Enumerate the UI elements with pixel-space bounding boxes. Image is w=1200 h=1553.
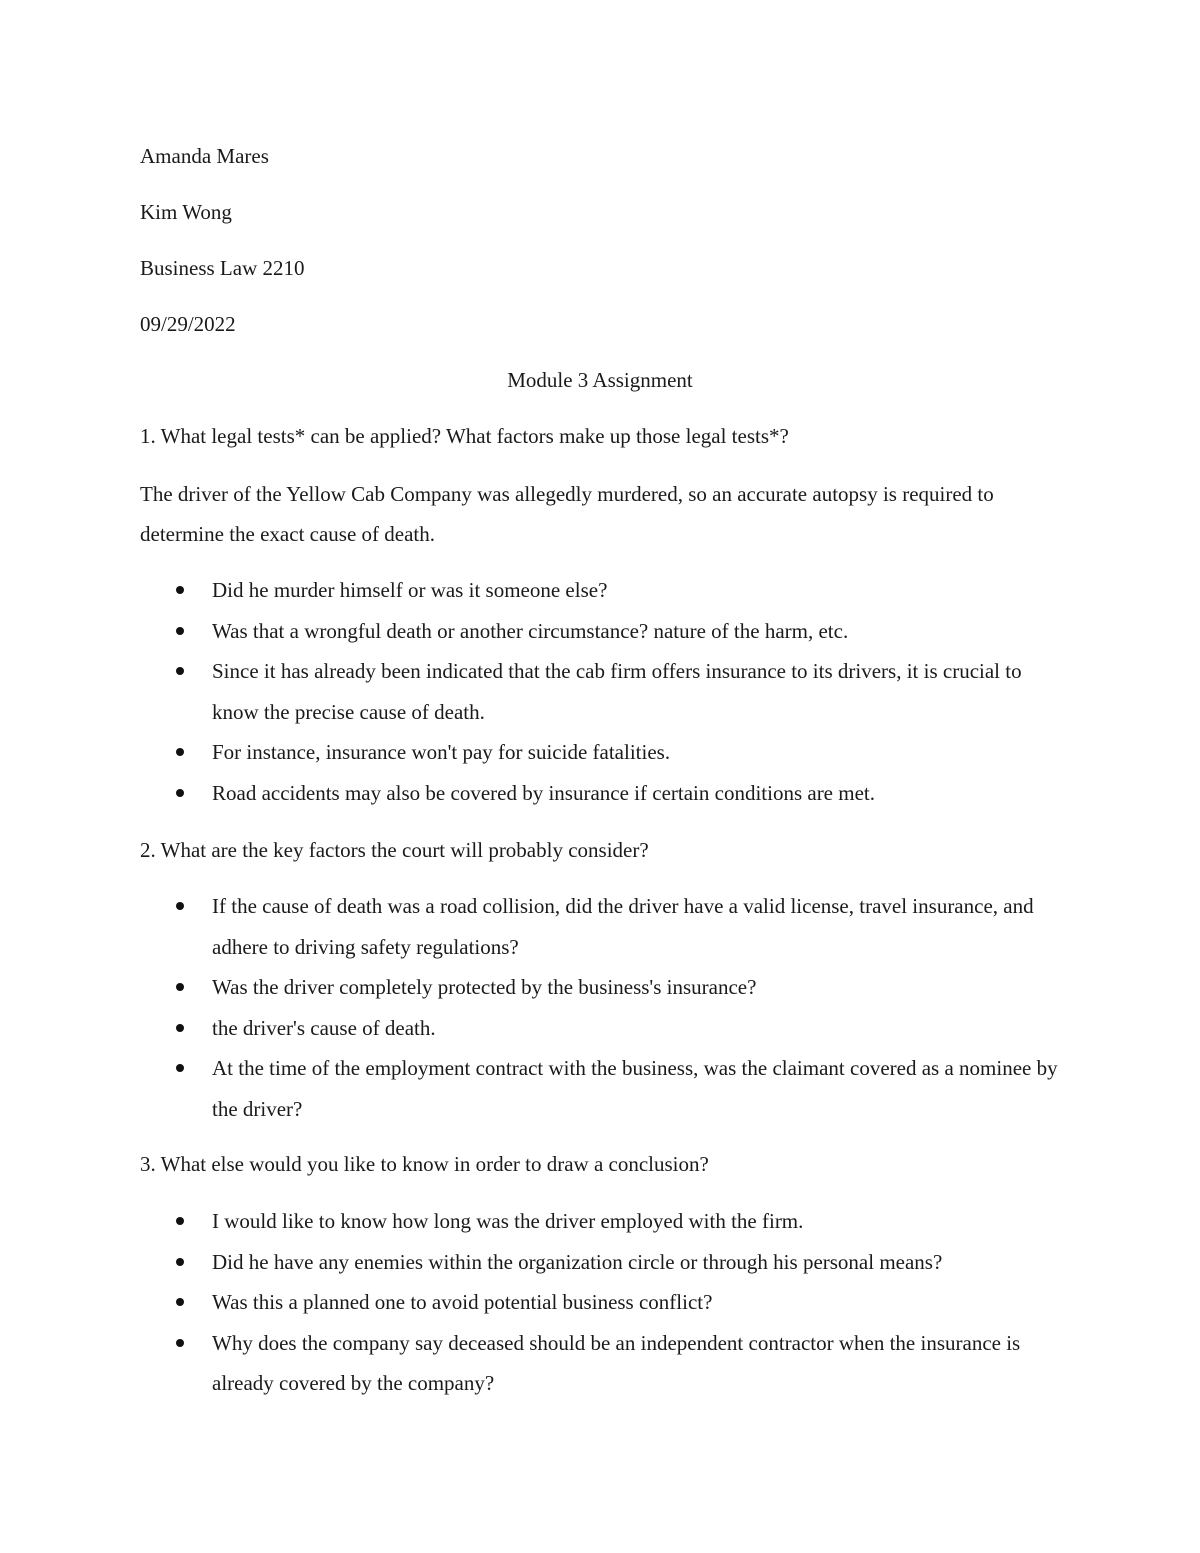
list-item: If the cause of death was a road collision, did the driver have a valid license, travel insurance, and adhere to driving safety regulations? <box>140 886 1060 967</box>
list-item: the driver's cause of death. <box>140 1008 1060 1049</box>
bullet-icon <box>176 789 184 797</box>
question-1-paragraph: The driver of the Yellow Cab Company was allegedly murdered, so an accurate autopsy is required to determine the exact cause of death. <box>140 482 994 546</box>
instructor-name: Kim Wong <box>140 200 232 224</box>
bullet-icon <box>176 983 184 991</box>
assignment-date: 09/29/2022 <box>140 312 236 336</box>
bullet-icon <box>176 1258 184 1266</box>
bullet-icon <box>176 1339 184 1347</box>
question-3-bullet-list <box>140 1201 1060 1404</box>
author-name: Amanda Mares <box>140 144 269 168</box>
bullet-icon <box>176 902 184 910</box>
list-item: Was this a planned one to avoid potential business conflict? <box>140 1282 1060 1323</box>
list-item: Was the driver completely protected by the business's insurance? <box>140 967 1060 1008</box>
bullet-icon <box>176 627 184 635</box>
list-item: At the time of the employment contract with the business, was the claimant covered as a nominee by the driver? <box>140 1048 1060 1129</box>
list-item: Since it has already been indicated that the cab firm offers insurance to its drivers, it is crucial to know the precise cause of death. <box>140 651 1060 732</box>
document-title: Module 3 Assignment <box>507 368 693 392</box>
question-3: 3. What else would you like to know in order to draw a conclusion? <box>140 1152 709 1176</box>
question-1-bullet-list <box>140 570 1060 813</box>
list-item: Road accidents may also be covered by insurance if certain conditions are met. <box>140 773 1060 814</box>
bullet-icon <box>176 1298 184 1306</box>
bullet-icon <box>176 1217 184 1225</box>
list-item: Did he have any enemies within the organization circle or through his personal means? <box>140 1242 1060 1283</box>
bullet-icon <box>176 748 184 756</box>
list-item: Did he murder himself or was it someone else? <box>140 570 1060 611</box>
list-item: Why does the company say deceased should be an independent contractor when the insurance is already covered by the company? <box>140 1323 1060 1404</box>
bullet-icon <box>176 1024 184 1032</box>
list-item: Was that a wrongful death or another circumstance? nature of the harm, etc. <box>140 611 1060 652</box>
question-2-bullet-list <box>140 886 1060 1129</box>
course-name: Business Law 2210 <box>140 256 305 280</box>
list-item: I would like to know how long was the driver employed with the firm. <box>140 1201 1060 1242</box>
question-2: 2. What are the key factors the court will probably consider? <box>140 838 649 862</box>
bullet-icon <box>176 667 184 675</box>
list-item: For instance, insurance won't pay for suicide fatalities. <box>140 732 1060 773</box>
bullet-icon <box>176 586 184 594</box>
question-1: 1. What legal tests* can be applied? What factors make up those legal tests*? <box>140 424 789 448</box>
bullet-icon <box>176 1064 184 1072</box>
